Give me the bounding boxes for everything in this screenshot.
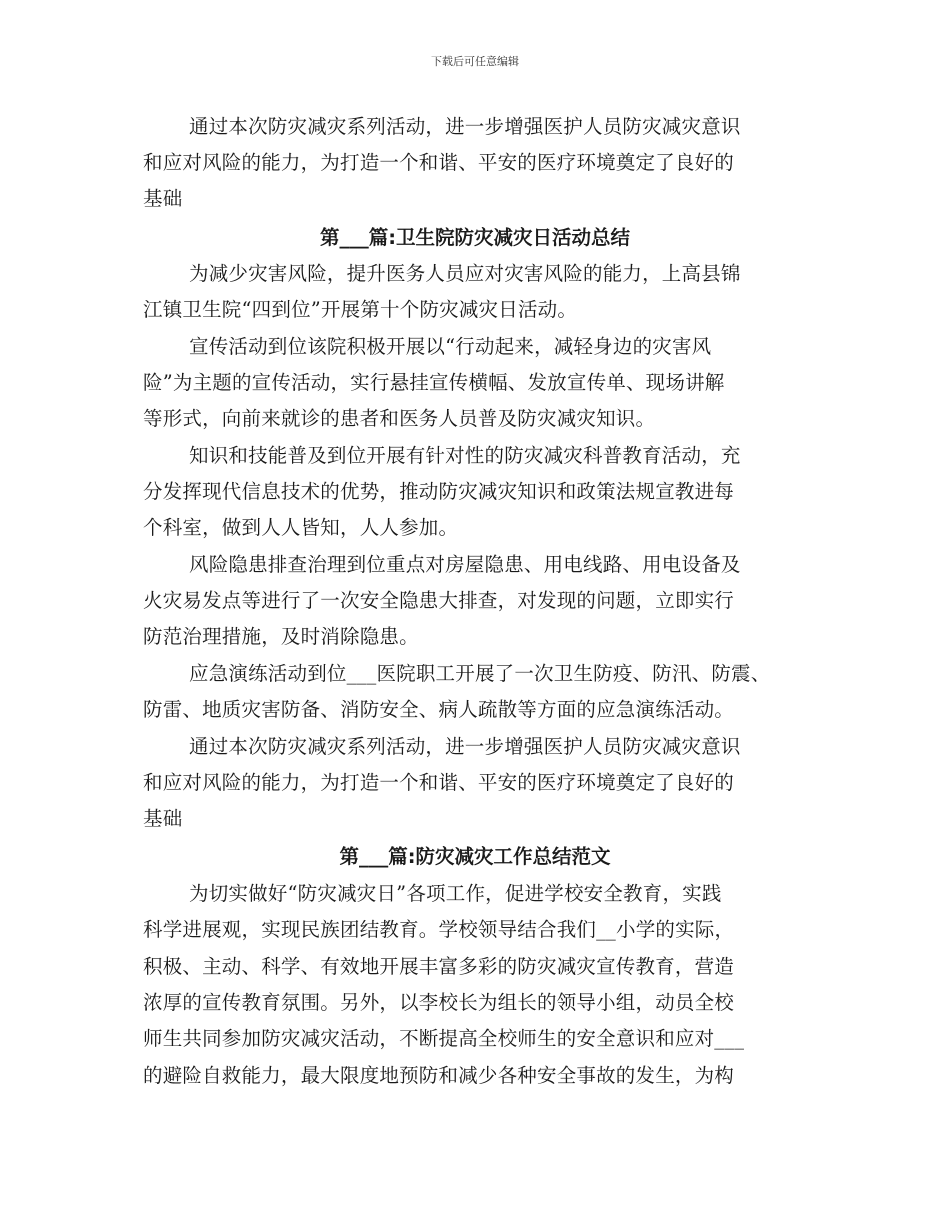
page-header: 下载后可任意编辑 (431, 55, 519, 68)
paragraph-line: 通过本次防灾减灾系列活动，进一步增强医护人员防灾减灾意识 (189, 735, 741, 758)
section-title: 第___篇:卫生院防灾减灾日活动总结 (319, 226, 631, 249)
paragraph-line: 和应对风险的能力，为打造一个和谐、平安的医疗环境奠定了良好的 (143, 771, 735, 794)
paragraph-line: 科学进展观，实现民族团结教育。学校领导结合我们__小学的实际， (143, 918, 735, 941)
paragraph-line: 基础 (143, 187, 183, 210)
paragraph-line: 防雷、地质灾害防备、消防安全、病人疏散等方面的应急演练活动。 (143, 698, 735, 721)
paragraph-line: 为切实做好“防灾减灾日”各项工作，促进学校安全教育，实践 (189, 882, 722, 905)
paragraph-line: 积极、主动、科学、有效地开展丰富多彩的防灾减灾宣传教育，营造 (143, 955, 735, 978)
paragraph-line: 基础 (143, 807, 183, 830)
paragraph-line: 应急演练活动到位___医院职工开展了一次卫生防疫、防汛、防震、 (189, 662, 771, 685)
paragraph-line: 的避险自救能力，最大限度地预防和减少各种安全事故的发生，为构 (143, 1064, 735, 1087)
paragraph-line: 知识和技能普及到位开展有针对性的防灾减灾科普教育活动，充 (189, 444, 741, 467)
paragraph-line: 火灾易发点等进行了一次安全隐患大排查，对发现的问题，立即实行 (143, 589, 735, 612)
paragraph-line: 为减少灾害风险，提升医务人员应对灾害风险的能力，上高县锦 (189, 262, 741, 285)
paragraph-line: 等形式，向前来就诊的患者和医务人员普及防灾减灾知识。 (143, 407, 656, 430)
paragraph-line: 险”为主题的宣传活动，实行悬挂宣传横幅、发放宣传单、现场讲解 (143, 371, 725, 394)
paragraph-line: 分发挥现代信息技术的优势，推动防灾减灾知识和政策法规宣教进每 (143, 480, 735, 503)
paragraph-line: 江镇卫生院“四到位”开展第十个防灾减灾日活动。 (143, 298, 578, 321)
paragraph-line: 通过本次防灾减灾系列活动，进一步增强医护人员防灾减灾意识 (189, 115, 741, 138)
paragraph-line: 个科室，做到人人皆知，人人参加。 (143, 516, 459, 539)
paragraph-line: 宣传活动到位该院积极开展以“行动起来，减轻身边的灾害风 (189, 335, 712, 358)
paragraph-line: 风险隐患排查治理到位重点对房屋隐患、用电线路、用电设备及 (189, 553, 741, 576)
paragraph-line: 师生共同参加防灾减灾活动，不断提高全校师生的安全意识和应对___ (143, 1027, 745, 1050)
paragraph-line: 浓厚的宣传教育氛围。另外，以李校长为组长的领导小组，动员全校 (143, 991, 735, 1014)
paragraph-line: 防范治理措施，及时消除隐患。 (143, 625, 419, 648)
section-title: 第___篇:防灾减灾工作总结范文 (339, 845, 611, 868)
paragraph-line: 和应对风险的能力，为打造一个和谐、平安的医疗环境奠定了良好的 (143, 151, 735, 174)
